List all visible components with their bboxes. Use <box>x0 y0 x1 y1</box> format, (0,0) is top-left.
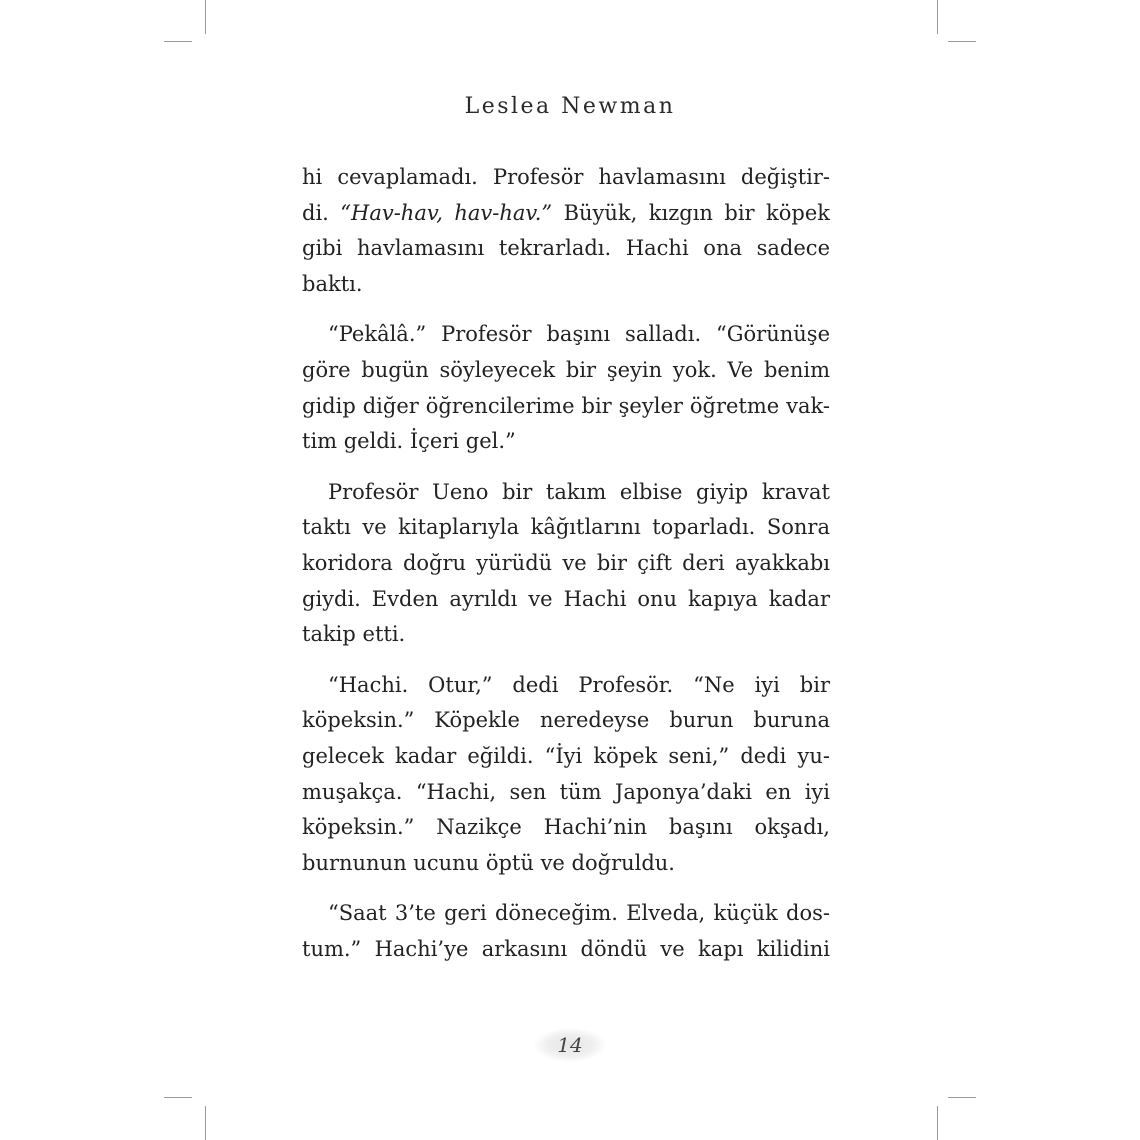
text-line: baktı. <box>302 271 363 296</box>
crop-mark-top-left-vertical <box>205 0 206 34</box>
text-line: di. “Hav-hav, hav-hav.” Büyük, kızgın bir köpek <box>302 200 830 225</box>
crop-mark-bottom-right-vertical <box>937 1106 938 1140</box>
text-line: koridora doğru yürüdü ve bir çift deri ayakkabı <box>302 550 830 575</box>
text-line: “Hachi. Otur,” dedi Profesör. “Ne iyi bir <box>328 672 830 697</box>
paragraph <box>302 160 830 302</box>
text-line: takip etti. <box>302 622 406 647</box>
paragraph-spacer <box>302 653 830 668</box>
text-line: köpeksin.” Nazikçe Hachi’nin başını okşadı, <box>302 815 830 840</box>
text-line: burnunun ucunu öptü ve doğruldu. <box>302 850 675 875</box>
text-line: “Pekâlâ.” Profesör başını salladı. “Görünüşe <box>328 322 830 347</box>
text-line: gibi havlamasını tekrarladı. Hachi ona sadece <box>302 236 830 261</box>
crop-mark-top-right-horizontal <box>948 41 976 42</box>
text-line: giydi. Evden ayrıldı ve Hachi onu kapıya kadar <box>302 586 830 611</box>
paragraph <box>302 317 830 459</box>
paragraph <box>302 668 830 882</box>
paragraph-spacer <box>302 460 830 475</box>
crop-mark-bottom-left-horizontal <box>164 1097 192 1098</box>
text-line: muşakça. “Hachi, sen tüm Japonya’daki en iyi <box>302 779 830 804</box>
crop-mark-top-right-vertical <box>937 0 938 34</box>
italic-quote: “Hav-hav, hav-hav.” <box>340 200 553 225</box>
text-line: tum.” Hachi’ye arkasını döndü ve kapı kilidini <box>302 936 830 961</box>
crop-mark-bottom-right-horizontal <box>948 1097 976 1098</box>
paragraph <box>302 475 830 653</box>
text-line: gidip diğer öğrencilerime bir şeyler öğretme vak- <box>302 393 830 418</box>
paragraph-spacer <box>302 302 830 317</box>
text-line: hi cevaplamadı. Profesör havlamasını değiştir- <box>302 165 830 189</box>
text-line: köpeksin.” Köpekle neredeyse burun buruna <box>302 708 830 733</box>
text-line: taktı ve kitaplarıyla kâğıtlarını toparladı. Sonra <box>302 515 830 540</box>
page-number: 14 <box>534 1028 606 1062</box>
text-line: tim geldi. İçeri gel.” <box>302 429 516 454</box>
crop-mark-top-left-horizontal <box>164 41 192 42</box>
text-line: göre bugün söyleyecek bir şeyin yok. Ve benim <box>302 357 830 382</box>
body-text <box>302 160 830 967</box>
paragraph-spacer <box>302 881 830 896</box>
running-head-author: Leslea Newman <box>464 94 676 119</box>
text-line: gelecek kadar eğildi. “İyi köpek seni,” dedi yu- <box>302 743 830 768</box>
text-line: “Saat 3’te geri döneceğim. Elveda, küçük dos- <box>328 901 830 926</box>
text-line: Profesör Ueno bir takım elbise giyip kravat <box>328 479 830 504</box>
paragraph <box>302 896 830 967</box>
crop-mark-bottom-left-vertical <box>205 1106 206 1140</box>
